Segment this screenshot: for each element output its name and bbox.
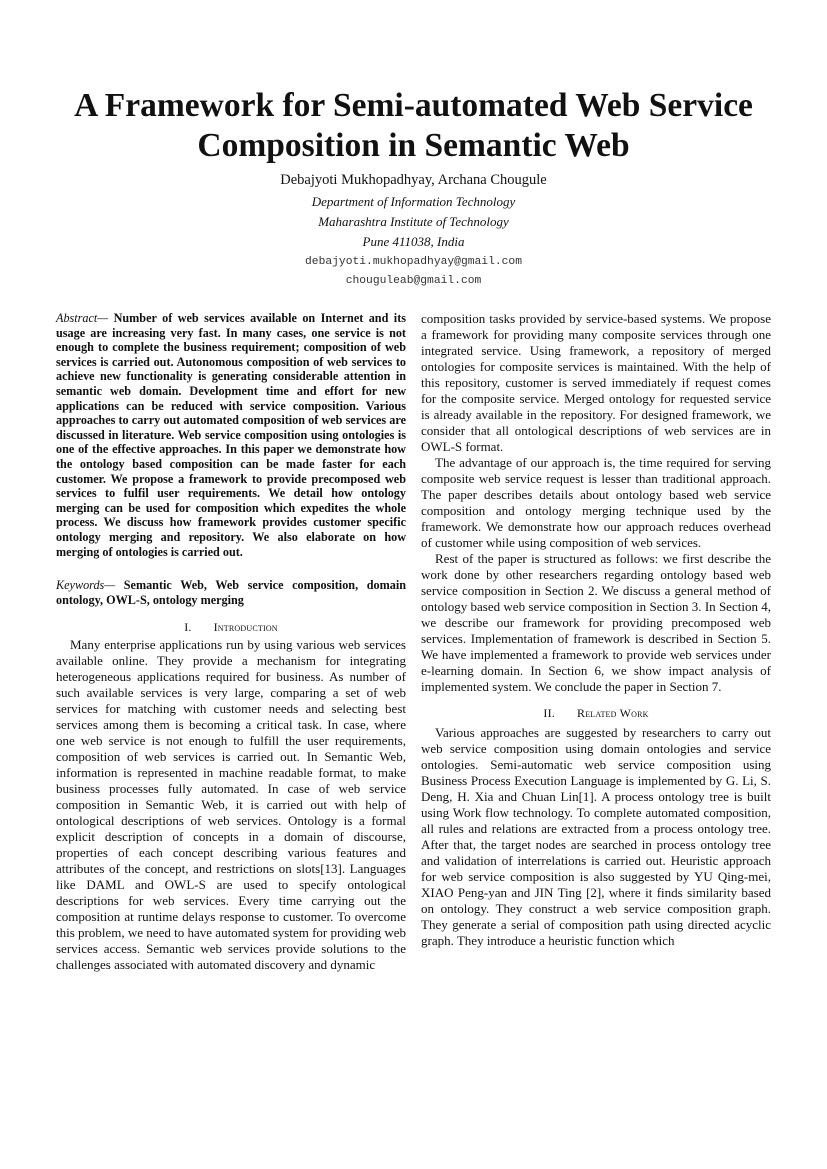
section-title: Related Work <box>576 706 649 720</box>
paper-title: A Framework for Semi-automated Web Service Composition in Semantic Web <box>74 87 753 164</box>
section-number: II. <box>543 706 555 720</box>
author-names: Debajyoti Mukhopadhyay, Archana Chougule <box>280 172 547 188</box>
keywords-label: Keywords— <box>56 578 116 593</box>
affiliation-department: Department of Information Technology <box>311 194 516 209</box>
intro-paragraph-3: Rest of the paper is structured as follows: we first describe the work done by other researchers regarding ontology based web service composition in Section 2. We discuss a general method of ontology based web service composition in Section 3. In Section 4, we describe our framework for providing precomposed web services. Implementation of framework is described in Section 5. We have implemented a framework to provide web services under e-learning domain. In Section 6, we show impact analysis of implemented system. We conclude the paper in Section 7. <box>421 551 771 694</box>
right-column <box>421 311 771 949</box>
keywords-text: Semantic Web, Web service composition, domain ontology, OWL-S, ontology merging <box>56 578 406 607</box>
author-email-2: chouguleab@gmail.com <box>345 275 482 287</box>
related-work-paragraph-1: Various approaches are suggested by researchers to carry out web service composition using domain ontologies and service ontologies. Semi-automatic web service composition using Business Process Execution Language is implemented by G. Li, S. Deng, H. Xia and Chuan Lin[1]. A process ontology tree is built using Work flow technology. To complete automated composition, all rules and relations are extracted from a process ontology tree. After that, the target nodes are searched in process ontology tree and validation of interrelations is carried out. Heuristic approach for web service composition is also suggested by YU Qing-mei, XIAO Peng-yan and JIN Ting [2], where it finds similarity based on ontology. They construct a web service composition graph. They generate a serial of composition path using directed acyclic graph. They introduce a heuristic function which <box>421 725 771 948</box>
intro-paragraph-2: The advantage of our approach is, the time required for serving composite web service request is lesser than traditional approach. The paper describes details about ontology based web service composition and ontology merging technique used by the framework. We demonstrate how our approach reduces overhead of customer while using composition of web services. <box>421 455 771 550</box>
section-title: Introduction <box>213 620 278 635</box>
abstract-label: Abstract— <box>56 311 109 325</box>
author-email-1: debajyoti.mukhopadhyay@gmail.com <box>305 256 522 268</box>
section-number: I. <box>184 620 192 635</box>
abstract <box>56 311 406 559</box>
keywords <box>56 578 406 607</box>
intro-paragraph-1-continued: composition tasks provided by service-based systems. We propose a framework for providing many composite services through one integrated service. Using framework, a repository of merged ontologies for composite services is maintained. With the help of this repository, customer is served immediately if request comes for the composite service. Merged ontology for requested service is already available in the repository. For designed framework, we consider that all ontological descriptions of web services are in OWL-S format. <box>421 311 771 454</box>
section-heading-related-work <box>421 706 771 721</box>
affiliation-institute: Maharashtra Institute of Technology <box>318 214 509 229</box>
abstract-text: Number of web services available on Internet and its usage are increasing very fast. In many cases, one service is not enough to complete the business requirement; composition of web services is carried out. Autonomous composition of web services to achieve new functionality is generating considerable attention in semantic web domain. Development time and effort for new applications can be reduced with service composition. Various approaches to carry out automated composition of web services are discussed in literature. Web service composition using ontologies is one of the effective approaches. In this paper we demonstrate how the ontology based composition can be made faster for each customer. We propose a framework to provide precomposed web services to fulfil user requirements. We detail how ontology merging can be used for composition which expedites the whole process. We discuss how framework provides customer specific ontology merging and repository. We also elaborate on how merging of ontologies is carried out. <box>56 311 406 559</box>
left-column <box>56 311 406 973</box>
section-heading-introduction <box>56 620 406 635</box>
intro-paragraph-1: Many enterprise applications run by using various web services available online. They provide a mechanism for integrating heterogeneous applications required for business. As number of such available services is very large, comparing a set of web services for matching with customer needs and selecting best services among them is becoming a critical task. In case, where one web service is not enough to fulfill the user requirements, composition of web services is carried out. In Semantic Web, information is represented in machine readable format, to make business processes fully automated. In case of web service composition in Semantic Web, it is carried out with help of ontological descriptions of web services. Ontology is a formal explicit description of concepts in a domain of discourse, properties of each concept describing various features and attributes of the concept, and restrictions on slots[13]. Languages like DAML and OWL-S are used to specify ontological descriptions for web services. Every time carrying out the composition at runtime delays response to customer. To overcome this problem, we need to have automated system for providing web services access. Semantic web services provide solutions to the challenges associated with automated discovery and dynamic <box>56 637 406 973</box>
affiliation-location: Pune 411038, India <box>362 234 465 249</box>
